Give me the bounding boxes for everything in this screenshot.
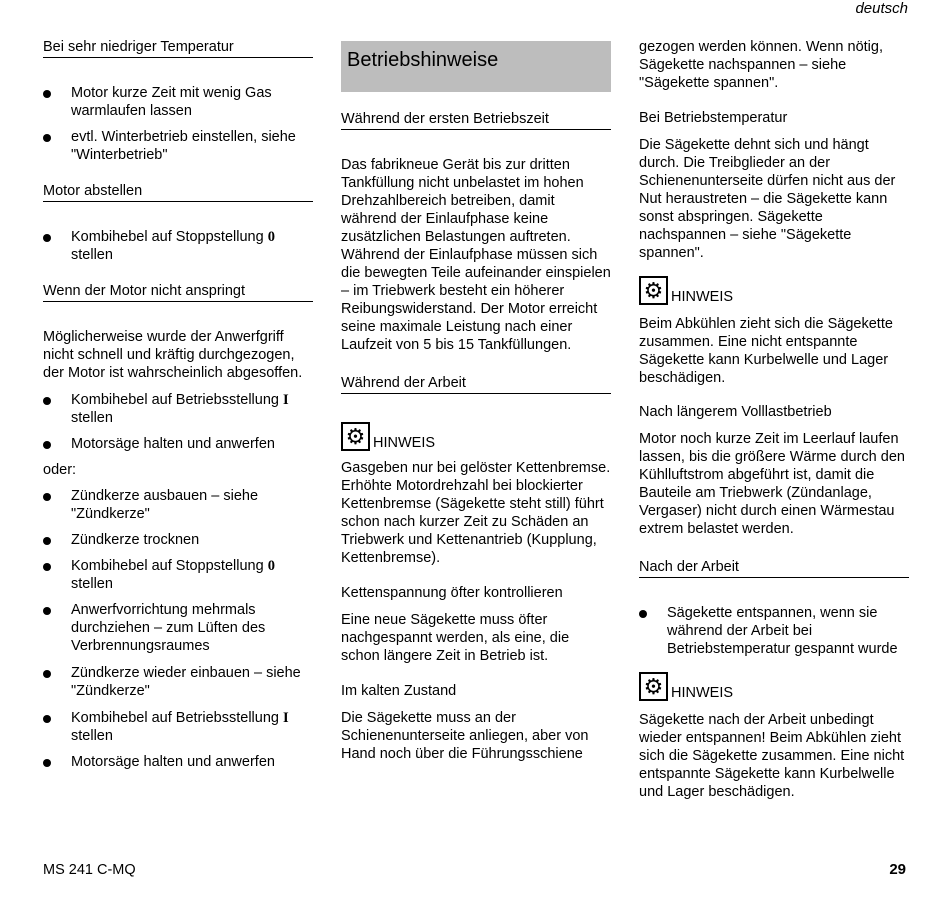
list-item-text: Motor kurze Zeit mit wenig Gas warmlaufen lassen — [71, 85, 272, 119]
paragraph: Motor noch kurze Zeit im Leerlauf laufen lassen, bis die größere Wärme durch den Kühlluftstrom abgeführt ist, damit die Bauteile am Triebwerk (Zündanlage, Vergaser) nicht durch einen Wärmestau extrem belastet werden. — [639, 431, 905, 537]
bullet-icon — [43, 759, 51, 767]
bullet-icon — [639, 610, 647, 618]
bullet-icon — [43, 493, 51, 501]
list-item-text: Zündkerze trocknen — [71, 532, 200, 548]
page-title: Betriebshinweise — [341, 41, 611, 92]
note-header — [639, 276, 909, 305]
list-cold — [43, 84, 313, 164]
list-item — [639, 604, 909, 658]
bullet-icon — [43, 90, 51, 98]
section-heading-first-use: Während der ersten Betriebszeit — [341, 110, 611, 130]
list-after-work — [639, 604, 909, 658]
gear-icon: ⚙ — [639, 672, 668, 701]
list-nostart-alt — [43, 487, 313, 771]
paragraph: Eine neue Sägekette muss öfter nachgespannt werden, als eine, die schon längere Zeit in Betrieb ist. — [341, 612, 570, 664]
note-text: Beim Abkühlen zieht sich die Sägekette zusammen. Eine nicht entspannte Sägekette kann Kurbelwelle und Lager beschädigen. — [639, 316, 893, 386]
column-left — [43, 38, 313, 771]
list-item — [43, 709, 313, 745]
list-stop — [43, 228, 313, 264]
bullet-icon — [43, 441, 51, 449]
footer-model: MS 241 C-MQ — [43, 862, 136, 878]
list-item — [43, 601, 313, 655]
section-heading-after-work: Nach der Arbeit — [639, 558, 909, 578]
list-item — [43, 391, 313, 427]
subheading-cold-state: Im kalten Zustand — [341, 683, 457, 699]
bullet-icon — [43, 397, 51, 405]
paragraph: Die Sägekette dehnt sich und hängt durch. Die Treibglieder an der Schienenunterseite dürfen nicht aus der Nut heraustreten – die Sägekette kann sonst abspringen. Sägekette nachspannen – siehe "Sägekette spannen". — [639, 137, 896, 261]
list-item — [43, 228, 313, 264]
list-item-text: Anwerfvorrichtung mehrmals durchziehen – zum Lüften des Verbrennungsraumes — [71, 602, 266, 654]
section-heading-nostart: Wenn der Motor nicht anspringt — [43, 282, 313, 302]
section-heading-cold: Bei sehr niedriger Temperatur — [43, 38, 313, 58]
page-number: 29 — [889, 861, 906, 878]
list-item-text: stellen — [71, 410, 113, 426]
list-item-text: Motorsäge halten und anwerfen — [71, 436, 275, 452]
list-item-text: stellen — [71, 728, 113, 744]
bullet-icon — [43, 563, 51, 571]
subheading-operating-temp: Bei Betriebstemperatur — [639, 110, 788, 126]
list-item-text: Sägekette entspannen, wenn sie während der Arbeit bei Betriebstemperatur gespannt wurde — [667, 605, 898, 657]
bullet-icon — [43, 607, 51, 615]
list-nostart — [43, 391, 313, 453]
paragraph-continued: gezogen werden können. Wenn nötig, Sägekette nachspannen – siehe "Sägekette spannen". — [639, 39, 883, 91]
column-middle — [341, 41, 611, 763]
list-item-text: Kombihebel auf Stoppstellung — [71, 229, 268, 245]
note-text: Gasgeben nur bei gelöster Kettenbremse. Erhöhte Motordrehzahl bei blockierter Kettenbremse (Sägekette steht still) führt schon nach kurzer Zeit zu Schäden an Triebwerk und Kettenantrieb (Kupplung, Kettenbremse). — [341, 460, 611, 566]
note-label: HINWEIS — [671, 685, 734, 701]
oder-label: oder: — [43, 462, 77, 478]
list-item-text: Zündkerze wieder einbauen – siehe "Zündkerze" — [71, 665, 301, 699]
language-label: deutsch — [855, 0, 908, 17]
list-item-text: stellen — [71, 247, 113, 263]
subheading-full-load: Nach längerem Volllastbetrieb — [639, 404, 832, 420]
bullet-icon — [43, 134, 51, 142]
note-label: HINWEIS — [373, 435, 436, 451]
note-label: HINWEIS — [671, 289, 734, 305]
list-item — [43, 128, 313, 164]
list-item-text: stellen — [71, 576, 113, 592]
list-item — [43, 557, 313, 593]
list-item — [43, 664, 313, 700]
stop-position-symbol: 0 — [267, 229, 275, 245]
list-item-text: evtl. Winterbetrieb einstellen, siehe "Winterbetrieb" — [71, 129, 296, 163]
bullet-icon — [43, 234, 51, 242]
bullet-icon — [43, 537, 51, 545]
note-text: Sägekette nach der Arbeit unbedingt wieder entspannen! Beim Abkühlen zieht sich die Sägekette zusammen. Eine nicht entspannte Sägekette kann Kurbelwelle und Lager beschädigen. — [639, 712, 905, 800]
column-right — [639, 38, 909, 801]
list-item-text: Kombihebel auf Betriebsstellung — [71, 392, 283, 408]
list-item — [43, 531, 313, 549]
bullet-icon — [43, 715, 51, 723]
stop-position-symbol: 0 — [267, 558, 275, 574]
list-item — [43, 753, 313, 771]
run-position-symbol: I — [283, 710, 289, 726]
section-heading-during-work: Während der Arbeit — [341, 374, 611, 394]
paragraph: Möglicherweise wurde der Anwerfgriff nicht schnell und kräftig durchgezogen, der Motor ist wahrscheinlich abgesoffen. — [43, 329, 303, 381]
list-item-text: Kombihebel auf Stoppstellung — [71, 558, 268, 574]
section-heading-stop: Motor abstellen — [43, 182, 313, 202]
gear-icon: ⚙ — [341, 422, 370, 451]
list-item — [43, 435, 313, 453]
gear-icon: ⚙ — [639, 276, 668, 305]
list-item — [43, 487, 313, 523]
note-header — [341, 422, 611, 451]
bullet-icon — [43, 670, 51, 678]
paragraph: Das fabrikneue Gerät bis zur dritten Tankfüllung nicht unbelastet im hohen Drehzahlbereich betreiben, damit während der Einlaufphase keine zusätzlichen Belastungen auftreten. Während der Einlaufphase müssen sich die bewegten Teile aufeinander einspielen – im Triebwerk besteht ein höherer Reibungswiderstand. Der Motor erreicht seine maximale Leistung nach einer Laufzeit von 5 bis 15 Tankfüllungen. — [341, 157, 611, 353]
list-item-text: Motorsäge halten und anwerfen — [71, 754, 275, 770]
note-header — [639, 672, 909, 701]
list-item-text: Zündkerze ausbauen – siehe "Zündkerze" — [71, 488, 259, 522]
paragraph: Die Sägekette muss an der Schienenunterseite anliegen, aber von Hand noch über die Führungsschiene — [341, 710, 589, 762]
subheading-chain-tension: Kettenspannung öfter kontrollieren — [341, 585, 563, 601]
list-item-text: Kombihebel auf Betriebsstellung — [71, 710, 283, 726]
run-position-symbol: I — [283, 392, 289, 408]
list-item — [43, 84, 313, 120]
